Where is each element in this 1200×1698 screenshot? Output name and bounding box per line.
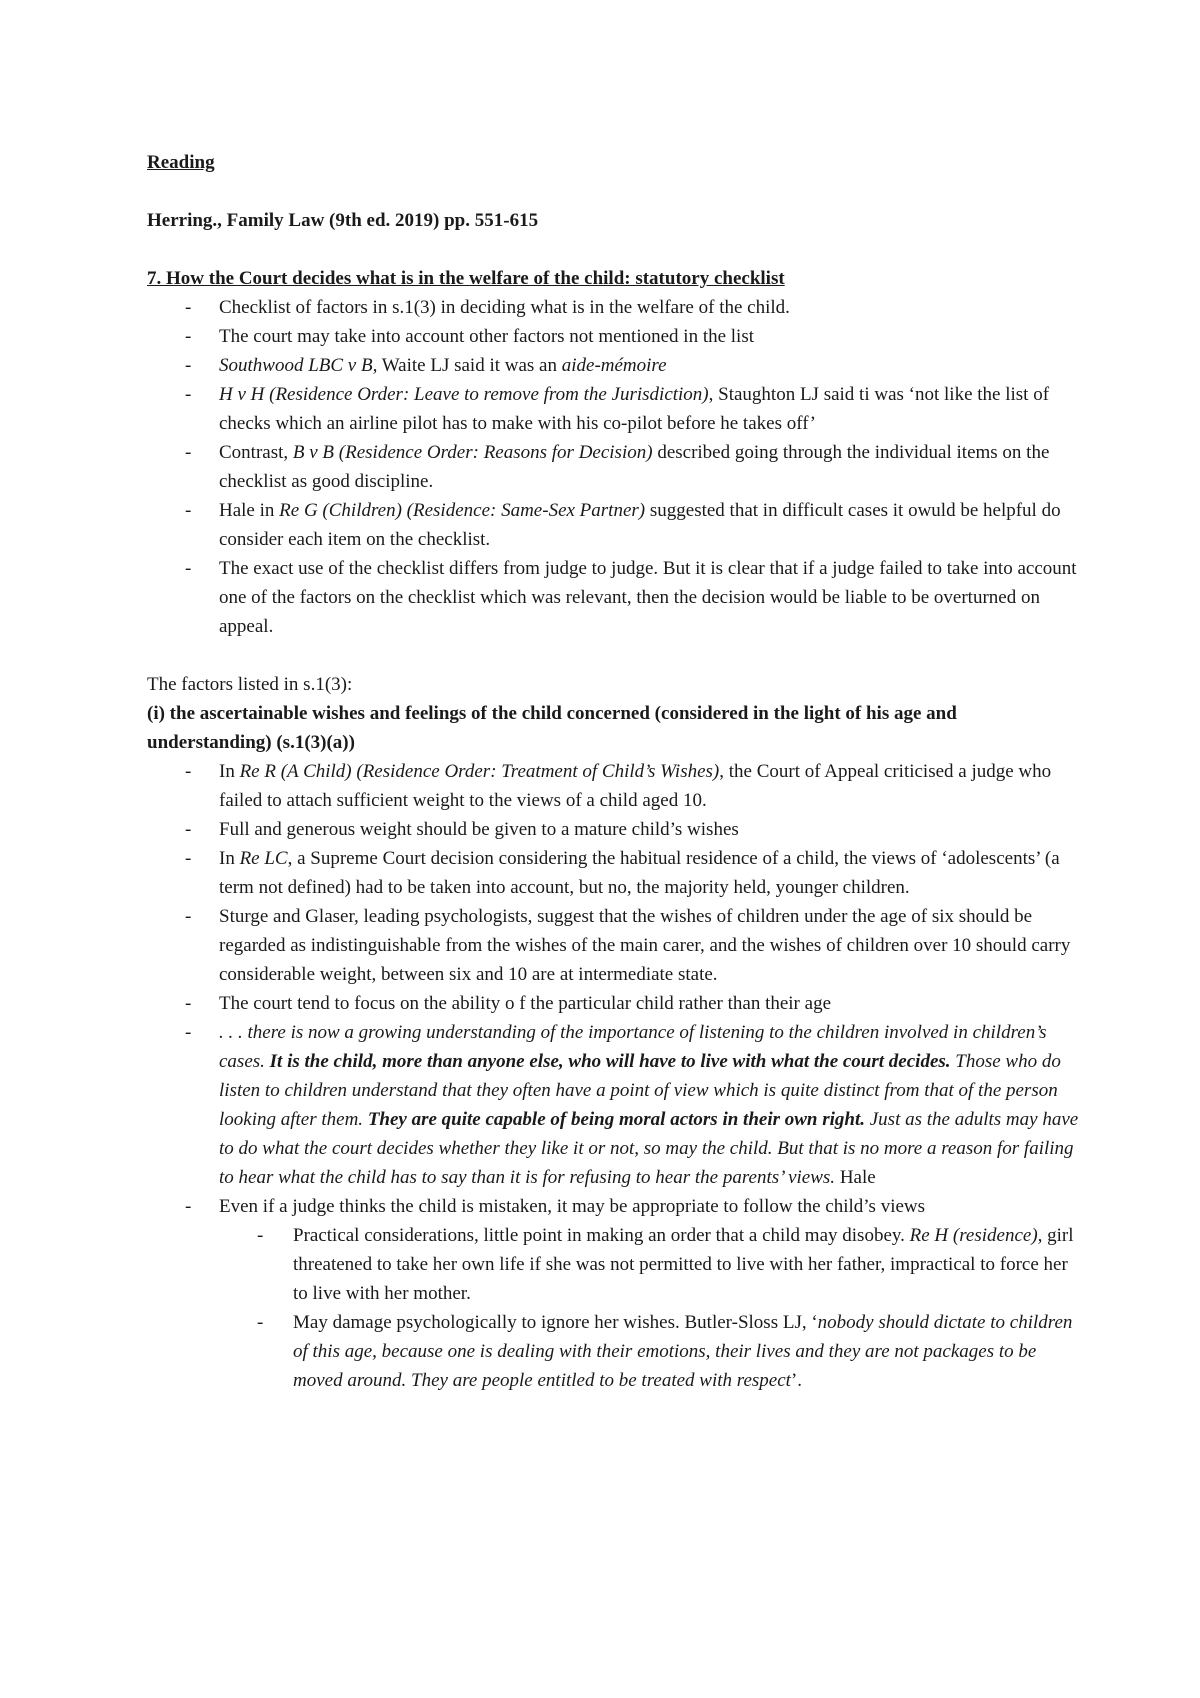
item-text: May damage psychologically to ignore her wishes. Butler-Sloss LJ, ‘ bbox=[293, 1312, 818, 1333]
book-reference: Herring., Family Law (9th ed. 2019) pp. 551-615 bbox=[147, 210, 539, 231]
list-item bbox=[147, 438, 1082, 496]
section-7-title: 7. How the Court decides what is in the welfare of the child: statutory checklist bbox=[147, 268, 785, 289]
quote-emphasis: It is the child, more than anyone else, who will have to live with what the court decides. bbox=[269, 1051, 951, 1072]
case-name: Re G (Children) (Residence: Same-Sex Partner) bbox=[279, 500, 646, 521]
case-name: B v B (Residence Order: Reasons for Decision) bbox=[292, 442, 653, 463]
list-item bbox=[147, 322, 1082, 351]
item-text: Contrast, bbox=[219, 442, 293, 463]
quote-text: nobody should dictate to children of this age, because one is dealing with their emotions, their lives and they are not packages to be moved around. They are people entitled to be treated with respect bbox=[293, 1312, 1073, 1391]
factor-1-list bbox=[147, 757, 1082, 1395]
quote-emphasis: They are quite capable of being moral actors in their own right. bbox=[367, 1109, 865, 1130]
sub-list-item bbox=[147, 1221, 1082, 1308]
quote-text: . . . there is now a growing understanding of the importance of listening to the children involved in children’s cases. bbox=[219, 1022, 1047, 1072]
factors-intro: The factors listed in s.1(3): bbox=[147, 674, 353, 695]
item-text: girl threatened to take her own life if she was not permitted to live with her father, impractical to force her to live with her mother. bbox=[293, 1225, 1074, 1304]
item-text: The court tend to focus on the ability o f the particular child rather than their age bbox=[219, 993, 831, 1014]
item-text: Full and generous weight should be given to a mature child’s wishes bbox=[219, 819, 739, 840]
item-text: Practical considerations, little point in making an order that a child may disobey. bbox=[293, 1225, 910, 1246]
list-item-quote bbox=[147, 1018, 1082, 1192]
quote-attribution: Hale bbox=[835, 1167, 876, 1188]
item-text: In bbox=[219, 761, 240, 782]
case-name: H v H (Residence Order: Leave to remove from the Jurisdiction) bbox=[219, 384, 709, 405]
item-text: The court may take into account other factors not mentioned in the list bbox=[219, 326, 755, 347]
item-text: , a Supreme Court decision considering the habitual residence of a child, the views of ‘adolescents’ (a term not defined) had to be taken into account, but no, the majority held, younger children. bbox=[219, 848, 1060, 898]
item-text: In bbox=[219, 848, 240, 869]
item-text: ’. bbox=[790, 1370, 803, 1391]
section-7-list bbox=[147, 293, 1082, 641]
case-name: Re LC bbox=[239, 848, 288, 869]
item-text: , the Court of Appeal criticised a judge who failed to attach sufficient weight to the views of a child aged 10. bbox=[219, 761, 1052, 811]
list-item bbox=[147, 293, 1082, 322]
item-text: Even if a judge thinks the child is mistaken, it may be appropriate to follow the child’s views bbox=[219, 1196, 926, 1217]
term: aide-mémoire bbox=[561, 355, 667, 376]
list-item bbox=[147, 989, 1082, 1018]
sub-list bbox=[147, 1221, 1082, 1395]
item-text: Sturge and Glaser, leading psychologists, suggest that the wishes of children under the age of six should be regarded as indistinguishable from the wishes of the main carer, and the wishes of children over 10 should carry considerable weight, between six and 10 are at intermediate state. bbox=[219, 906, 1071, 985]
factor-1-title: (i) the ascertainable wishes and feelings of the child concerned (considered in the light of his age and understanding) (s.1(3)(a)) bbox=[147, 703, 957, 753]
quote-text: Just as the adults may have to do what the court decides whether they like it or not, so may the child. But that is no more a reason for failing to hear what the child has to say than it is for refusing to hear the parents’ views. bbox=[219, 1109, 1079, 1188]
list-item bbox=[147, 380, 1082, 438]
list-item bbox=[147, 902, 1082, 989]
document-body bbox=[147, 148, 1082, 1395]
item-text: Hale in bbox=[219, 500, 280, 521]
spacer bbox=[147, 641, 1082, 670]
sub-list-item bbox=[147, 1308, 1082, 1395]
item-text: , Staughton LJ said ti was ‘not like the list of checks which an airline pilot has to make with his co-pilot before he takes off’ bbox=[219, 384, 1050, 434]
item-text: Checklist of factors in s.1(3) in deciding what is in the welfare of the child. bbox=[219, 297, 790, 318]
item-text: described going through the individual items on the checklist as good discipline. bbox=[219, 442, 1050, 492]
list-item bbox=[147, 351, 1082, 380]
list-item bbox=[147, 757, 1082, 815]
list-item bbox=[147, 496, 1082, 554]
list-item bbox=[147, 844, 1082, 902]
list-item bbox=[147, 815, 1082, 844]
case-name: Re H (residence), bbox=[909, 1225, 1043, 1246]
heading-reading: Reading bbox=[147, 152, 215, 173]
list-item bbox=[147, 1192, 1082, 1395]
quote-text: Those who do listen to children understand that they often have a point of view which is quite distinct from that of the person looking after them. bbox=[219, 1051, 1061, 1130]
list-item bbox=[147, 554, 1082, 641]
item-text: suggested that in difficult cases it owuld be helpful do consider each item on the checklist. bbox=[219, 500, 1061, 550]
item-text: The exact use of the checklist differs from judge to judge. But it is clear that if a judge failed to take into account one of the factors on the checklist which was relevant, then the decision would be liable to be overturned on appeal. bbox=[219, 558, 1077, 637]
case-name: Re R (A Child) (Residence Order: Treatment of Child’s Wishes) bbox=[239, 761, 720, 782]
case-name: Southwood LBC v B, bbox=[219, 355, 378, 376]
item-text: Waite LJ said it was an bbox=[377, 355, 562, 376]
